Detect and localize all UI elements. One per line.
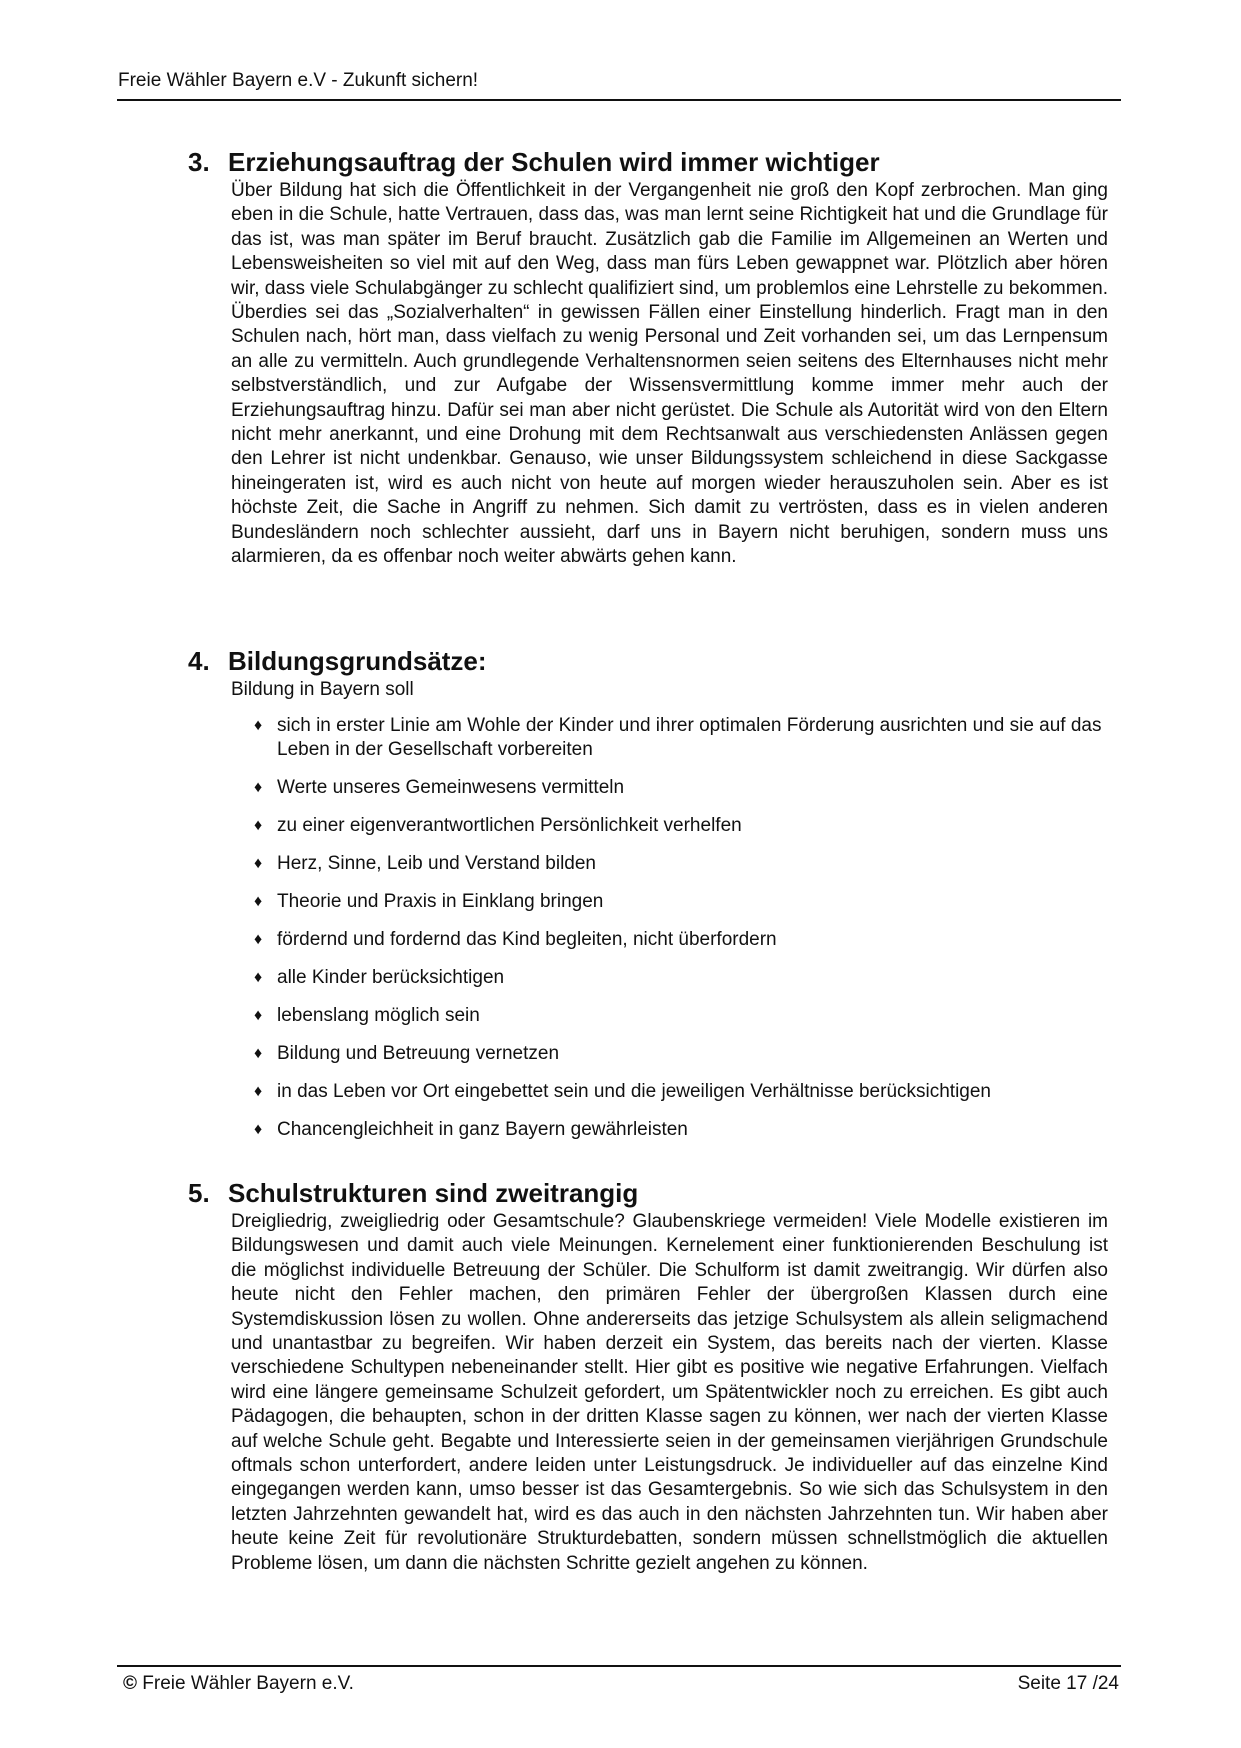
- section-title: Schulstrukturen sind zweitrangig: [228, 1178, 639, 1208]
- section-number: 3.: [188, 147, 210, 177]
- list-item: [254, 1118, 1107, 1142]
- page-number: Seite 17 /24: [1017, 1673, 1119, 1694]
- section-5: [188, 1178, 1108, 1576]
- list-item-text: in das Leben vor Ort eingebettet sein und die jeweiligen Verhältnisse berücksichtigen: [277, 1081, 992, 1102]
- list-item-text: zu einer eigenverantwortlichen Persönlichkeit verhelfen: [277, 815, 742, 836]
- section-number: 4.: [188, 646, 210, 676]
- list-item-text: Werte unseres Gemeinwesens vermitteln: [277, 777, 625, 798]
- section-heading: [188, 646, 1108, 676]
- section-title: Erziehungsauftrag der Schulen wird immer wichtiger: [228, 147, 880, 177]
- diamond-bullet-icon: ♦: [254, 893, 263, 910]
- diamond-bullet-icon: ♦: [254, 931, 263, 948]
- diamond-bullet-icon: ♦: [254, 817, 263, 834]
- footer-copyright: [123, 1673, 354, 1695]
- diamond-bullet-icon: ♦: [254, 717, 263, 734]
- list-item-text: sich in erster Linie am Wohle der Kinder und ihrer optimalen Förderung ausrichten und sie auf das Leben in der Gesellschaft vorbereiten: [277, 715, 1102, 760]
- list-item: [254, 1004, 1107, 1028]
- list-item: [254, 890, 1107, 914]
- section-heading: [188, 147, 1108, 177]
- list-item: [254, 852, 1107, 876]
- section-paragraph: Dreigliedrig, zweigliedrig oder Gesamtschule? Glaubenskriege vermeiden! Viele Modelle existieren im Bildungswesen und damit auch viele Meinungen. Kernelement einer funktionierenden Beschulung ist die möglichst individuelle Betreuung der Schüler. Die Schulform ist damit zweitrangig. Wir dürfen also heute nicht den Fehler machen, den primären Fehler der übergroßen Klassen durch eine Systemdiskussion lösen zu wollen. Ohne andererseits das jetzige Schulsystem als allein seligmachend und unantastbar zu begreifen. Wir haben derzeit ein System, das bereits nach der vierten. Klasse verschiedene Schultypen nebeneinander stellt. Hier gibt es positive wie negative Erfahrungen. Vielfach wird eine längere gemeinsame Schulzeit gefordert, um Spätentwickler noch zu erreichen. Es gibt auch Pädagogen, die behaupten, schon in der dritten Klasse sagen zu können, wer nach der vierten Klasse auf welche Schule geht. Begabte und Interessierte seien in der gemeinsamen vierjährigen Grundschule oftmals schon unterfordert, andere leiden unter Leistungsdruck. Je individueller auf das einzelne Kind eingegangen werden kann, umso besser ist das Gesamtergebnis. So wie sich das Schulsystem in den letzten Jahrzehnten gewandelt hat, wird es das auch in den nächsten Jahrzehnten tun. Wir haben aber heute keine Zeit für revolutionäre Strukturdebatten, sondern müssen schnellstmöglich die aktuellen Probleme lösen, um dann die nächsten Schritte gezielt angehen zu können.: [231, 1211, 1108, 1574]
- footer-rule: [117, 1665, 1121, 1667]
- list-item: [254, 928, 1107, 952]
- list-item: [254, 776, 1107, 800]
- diamond-bullet-icon: ♦: [254, 779, 263, 796]
- section-3: [188, 147, 1108, 570]
- list-item-text: Chancengleichheit in ganz Bayern gewährleisten: [277, 1119, 688, 1140]
- section-4: [188, 646, 1108, 1156]
- section-intro: Bildung in Bayern soll: [231, 679, 414, 700]
- list-item: [254, 1080, 1107, 1104]
- list-item-text: Herz, Sinne, Leib und Verstand bilden: [277, 853, 596, 874]
- section-title: Bildungsgrundsätze:: [228, 646, 487, 676]
- diamond-bullet-icon: ♦: [254, 1007, 263, 1024]
- page-header: Freie Wähler Bayern e.V - Zukunft sichern!: [118, 70, 479, 91]
- list-item-text: Theorie und Praxis in Einklang bringen: [277, 891, 604, 912]
- section-number: 5.: [188, 1178, 210, 1208]
- list-item-text: fördernd und fordernd das Kind begleiten, nicht überfordern: [277, 929, 777, 950]
- list-item: [254, 814, 1107, 838]
- diamond-bullet-icon: ♦: [254, 1083, 263, 1100]
- list-item-text: lebenslang möglich sein: [277, 1005, 480, 1026]
- list-item-text: alle Kinder berücksichtigen: [277, 967, 505, 988]
- diamond-bullet-icon: ♦: [254, 969, 263, 986]
- diamond-bullet-icon: ♦: [254, 855, 263, 872]
- list-item: [254, 1042, 1107, 1066]
- list-item: [254, 714, 1107, 762]
- diamond-bullet-icon: ♦: [254, 1045, 263, 1062]
- list-item-text: Bildung und Betreuung vernetzen: [277, 1043, 560, 1064]
- principles-list: [188, 714, 1108, 1142]
- copyright-icon: ©: [123, 1673, 137, 1694]
- footer-org-name: Freie Wähler Bayern e.V.: [142, 1673, 354, 1694]
- section-paragraph: Über Bildung hat sich die Öffentlichkeit in der Vergangenheit nie groß den Kopf zerbrochen. Man ging eben in die Schule, hatte Vertrauen, dass das, was man lernt seine Richtigkeit hat und die Grundlage für das ist, was man später im Beruf braucht. Zusätzlich gab die Familie im Allgemeinen an Werten und Lebensweisheiten so viel mit auf den Weg, dass man fürs Leben gewappnet war. Plötzlich aber hören wir, dass viele Schulabgänger zu schlecht qualifiziert sind, um problemlos eine Lehrstelle zu bekommen. Überdies sei das „Sozialverhalten“ in gewissen Fällen einer Einstellung hinderlich. Fragt man in den Schulen nach, hört man, dass vielfach zu wenig Personal und Zeit vorhanden sei, um das Lernpensum an alle zu vermitteln. Auch grundlegende Verhaltensnormen seien seitens des Elternhauses nicht mehr selbstverständlich, und zur Aufgabe der Wissensvermittlung komme immer mehr auch der Erziehungsauftrag hinzu. Dafür sei man aber nicht gerüstet. Die Schule als Autorität wird von den Eltern nicht mehr anerkannt, und eine Drohung mit dem Rechtsanwalt aus verschiedensten Anlässen gegen den Lehrer ist nicht undenkbar. Genauso, wie unser Bildungssystem schleichend in diese Sackgasse hineingeraten ist, wird es auch nicht von heute auf morgen wieder herauszuholen sein. Aber es ist höchste Zeit, die Sache in Angriff zu nehmen. Sich damit zu vertrösten, dass es in vielen anderen Bundesländern noch schlechter aussieht, darf uns in Bayern nicht beruhigen, sondern muss uns alarmieren, da es offenbar noch weiter abwärts gehen kann.: [231, 180, 1108, 568]
- section-heading: [188, 1178, 1108, 1208]
- header-rule: [117, 99, 1121, 101]
- list-item: [254, 966, 1107, 990]
- diamond-bullet-icon: ♦: [254, 1121, 263, 1138]
